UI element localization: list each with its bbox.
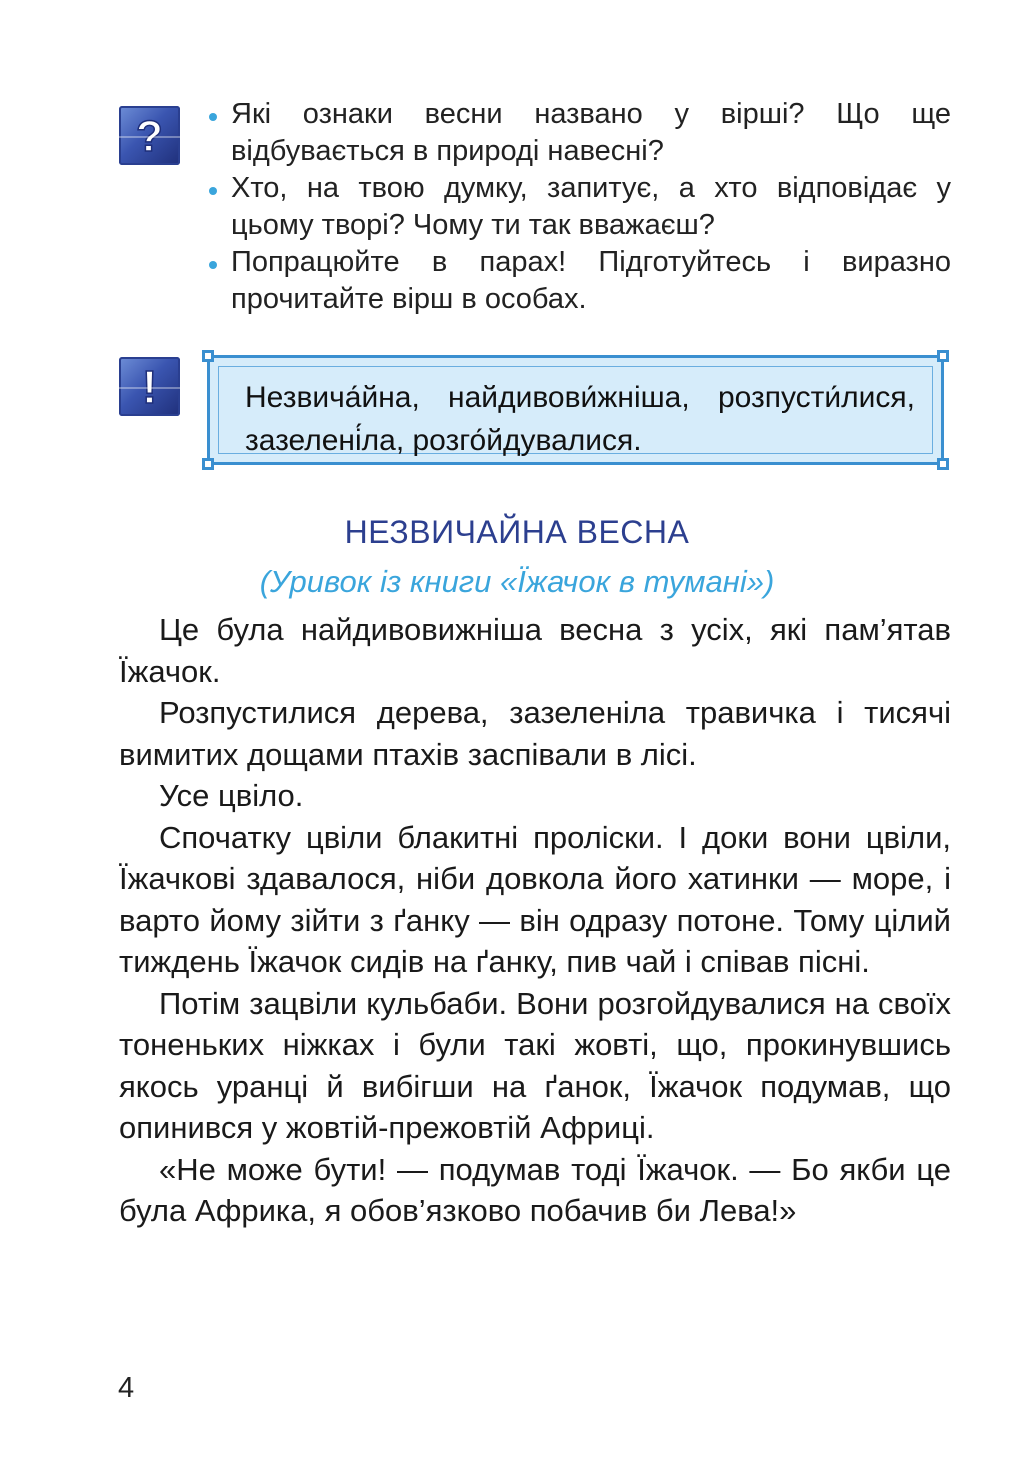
page-number: 4 (118, 1372, 135, 1404)
story-text (119, 609, 951, 1232)
exclamation-mark-icon (119, 357, 180, 416)
vocabulary-panel (207, 355, 944, 465)
question-mark-icon (119, 106, 180, 165)
svg-text:!: ! (141, 361, 158, 413)
panel-corner-ornament (202, 350, 214, 362)
panel-corner-ornament (937, 350, 949, 362)
story-subtitle: (Уривок із книги «Їжачок в тумані») (259, 564, 775, 599)
panel-corner-ornament (202, 458, 214, 470)
question-item: Попрацюйте в парах! Підготуйтесь і виразно прочитайте вірш в особах. (205, 244, 951, 318)
panel-corner-ornament (937, 458, 949, 470)
questions-list (205, 96, 951, 318)
question-item: Які ознаки весни названо у вірші? Що ще відбувається в природі навесні? (205, 96, 951, 170)
story-paragraph: Розпустилися дерева, зазеленіла травичка і тисячі вимитих дощами птахів заспівали в лісі. (119, 695, 951, 772)
story-paragraph: Це була найдивовижніша весна з усіх, які пам’ятав Їжачок. (119, 612, 951, 689)
story-title: НЕЗВИЧАЙНА ВЕСНА (344, 514, 690, 550)
story-paragraph: Потім зацвіли кульбаби. Вони розгойдувалися на своїх тоненьких ніжках і були такі жовті, що, прокинувшись якось уранці й вибігши на ґанок, Їжачок подумав, що опинився у жовтій-прежовтій Африці. (119, 985, 951, 1145)
story-paragraph: Спочатку цвіли блакитні проліски. І доки вони цвіли, Їжачкові здавалося, ніби довкола його хатинки — море, і варто йому зійти з ґанку — він одразу потоне. Тому цілий тиждень Їжачок сидів на ґанку, пив чай і співав пісні. (119, 819, 951, 979)
question-item: Хто, на твою думку, запитує, а хто відповідає у цьому творі? Чому ти так вважаєш? (205, 170, 951, 244)
svg-text:?: ? (136, 112, 163, 161)
vocabulary-text: Незвича́йна, найдивови́жніша, розпусти́лися, зазелені́ла, розго́йдувалися. (245, 381, 915, 457)
story-paragraph: Усе цвіло. (159, 778, 304, 813)
story-paragraph: «Не може бути! — подумав тоді Їжачок. — Бо якби це була Африка, я обов’язково побачив би Лева!» (119, 1151, 951, 1228)
